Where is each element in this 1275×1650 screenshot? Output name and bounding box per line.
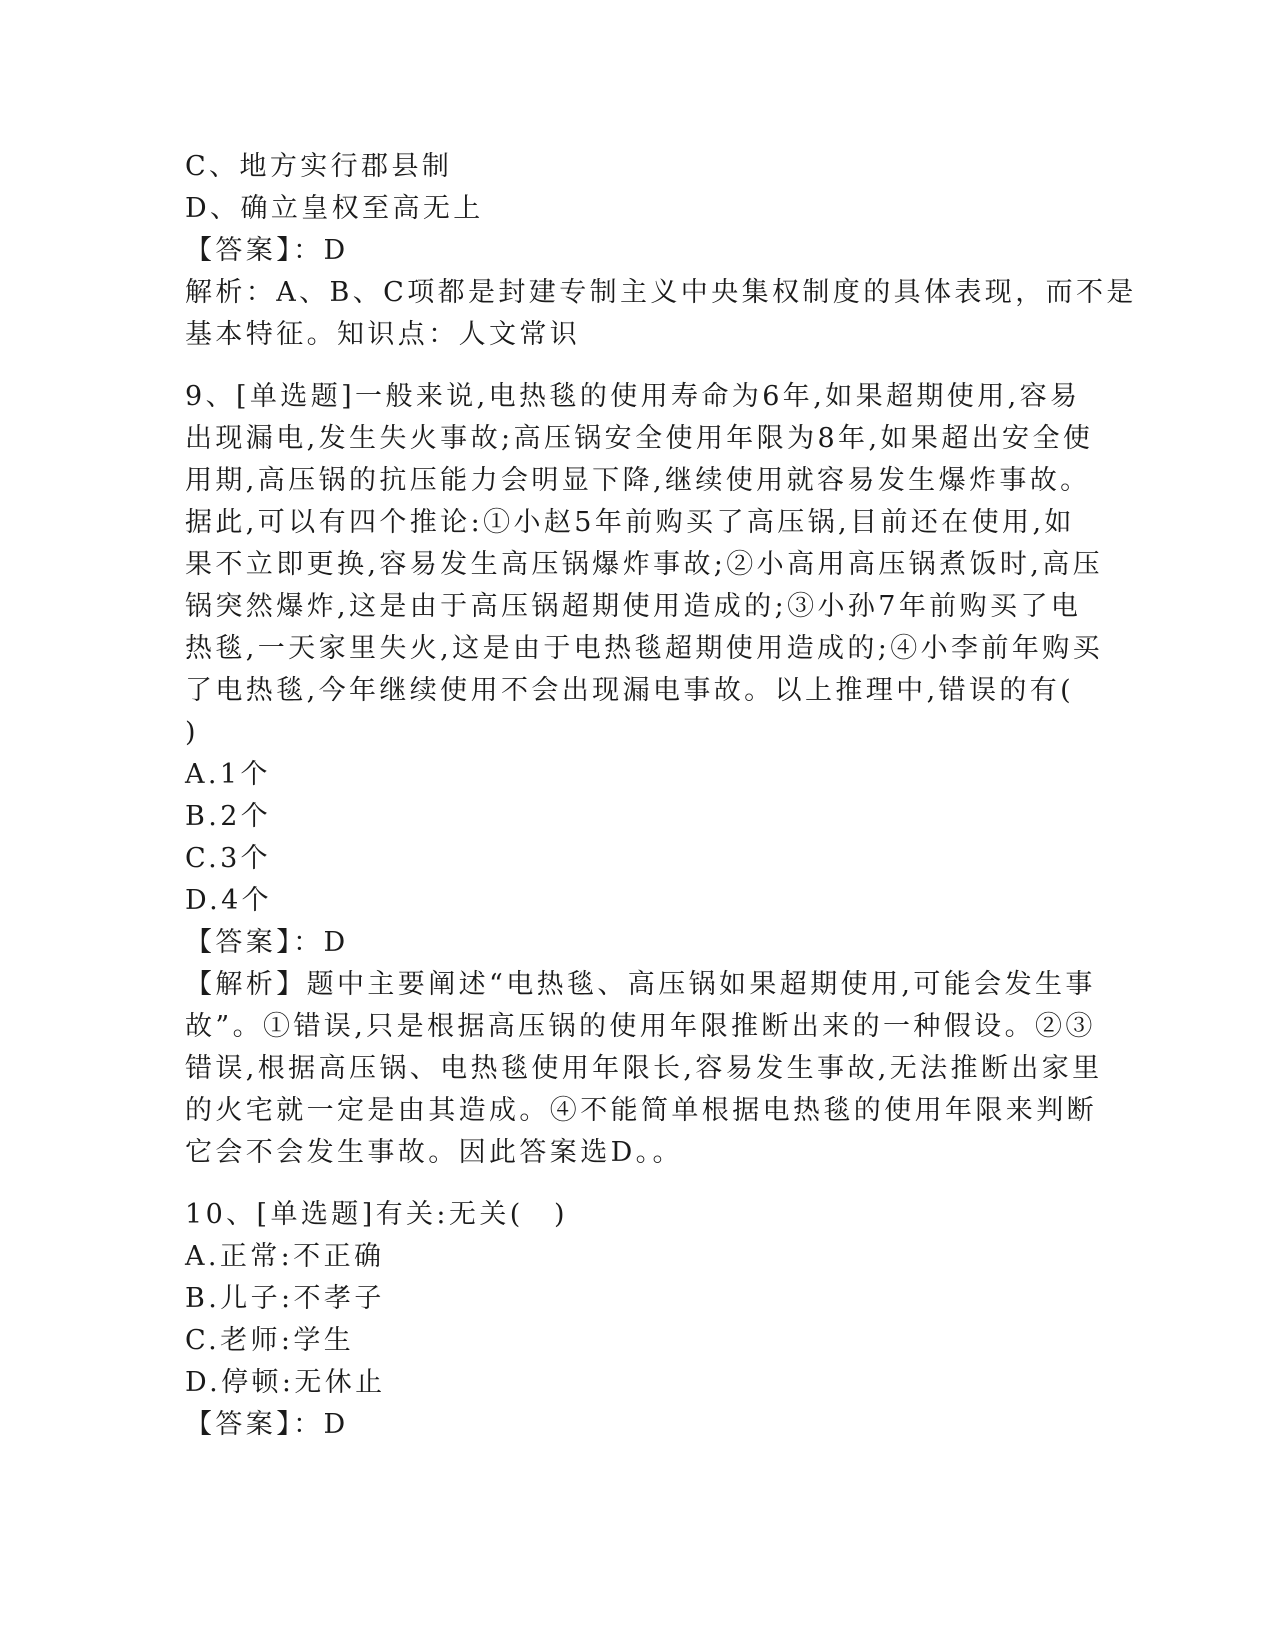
question-stem-line: 用期,高压锅的抗压能力会明显下降,继续使用就容易发生爆炸事故。 [185,465,1091,496]
option-c: C.3个 [185,843,272,874]
answer-label: 【答案】：D [185,927,349,958]
document-page [185,146,1137,1446]
option-a: A.正常:不正确 [185,1241,385,1272]
analysis-line: 错误,根据高压锅、电热毯使用年限长,容易发生事故,无法推断出家里 [185,1053,1103,1084]
question-stem-line: 据此,可以有四个推论:①小赵5年前购买了高压锅,目前还在使用,如 [185,507,1075,538]
analysis-line: 它会不会发生事故。因此答案选D。。 [185,1137,683,1168]
question-stem-line: 了电热毯,今年继续使用不会出现漏电事故。以上推理中,错误的有( [185,675,1075,706]
question-stem-line: 出现漏电,发生失火事故;高压锅安全使用年限为8年,如果超出安全使 [185,423,1094,454]
analysis-line: 解析：A、B、C项都是封建专制主义中央集权制度的具体表现，而不是 [185,277,1137,308]
question-stem-line: ) [185,717,199,748]
question-stem-line: 锅突然爆炸,这是由于高压锅超期使用造成的;③小孙7年前购买了电 [185,591,1082,622]
question-stem-line: 9、[单选题]一般来说,电热毯的使用寿命为6年,如果超期使用,容易 [185,381,1081,412]
analysis-line: 【解析】题中主要阐述“电热毯、高压锅如果超期使用,可能会发生事 [185,969,1096,1000]
option-c: C.老师:学生 [185,1325,355,1356]
option-c: C、地方实行郡县制 [185,151,453,182]
answer-label: 【答案】：D [185,235,349,266]
option-a: A.1个 [185,759,271,790]
answer-label: 【答案】：D [185,1409,349,1440]
question-9 [185,376,1104,1174]
option-d: D、确立皇权至高无上 [185,193,484,224]
option-b: B.儿子:不孝子 [185,1283,385,1314]
question-stem-line: 热毯,一天家里失火,这是由于电热毯超期使用造成的;④小李前年购买 [185,633,1104,664]
option-b: B.2个 [185,801,272,832]
option-d: D.4个 [185,885,273,916]
option-d: D.停顿:无休止 [185,1367,386,1398]
question-8-tail [185,146,1137,356]
question-stem-line: 果不立即更换,容易发生高压锅爆炸事故;②小高用高压锅煮饭时,高压 [185,549,1104,580]
question-10 [185,1194,1090,1446]
analysis-line: 故”。①错误,只是根据高压锅的使用年限推断出来的一种假设。②③ [185,1011,1096,1042]
analysis-line: 基本特征。知识点：人文常识 [185,319,581,350]
question-stem-line: 10、[单选题]有关:无关( ) [185,1199,568,1230]
analysis-line: 的火宅就一定是由其造成。④不能简单根据电热毯的使用年限来判断 [185,1095,1097,1126]
